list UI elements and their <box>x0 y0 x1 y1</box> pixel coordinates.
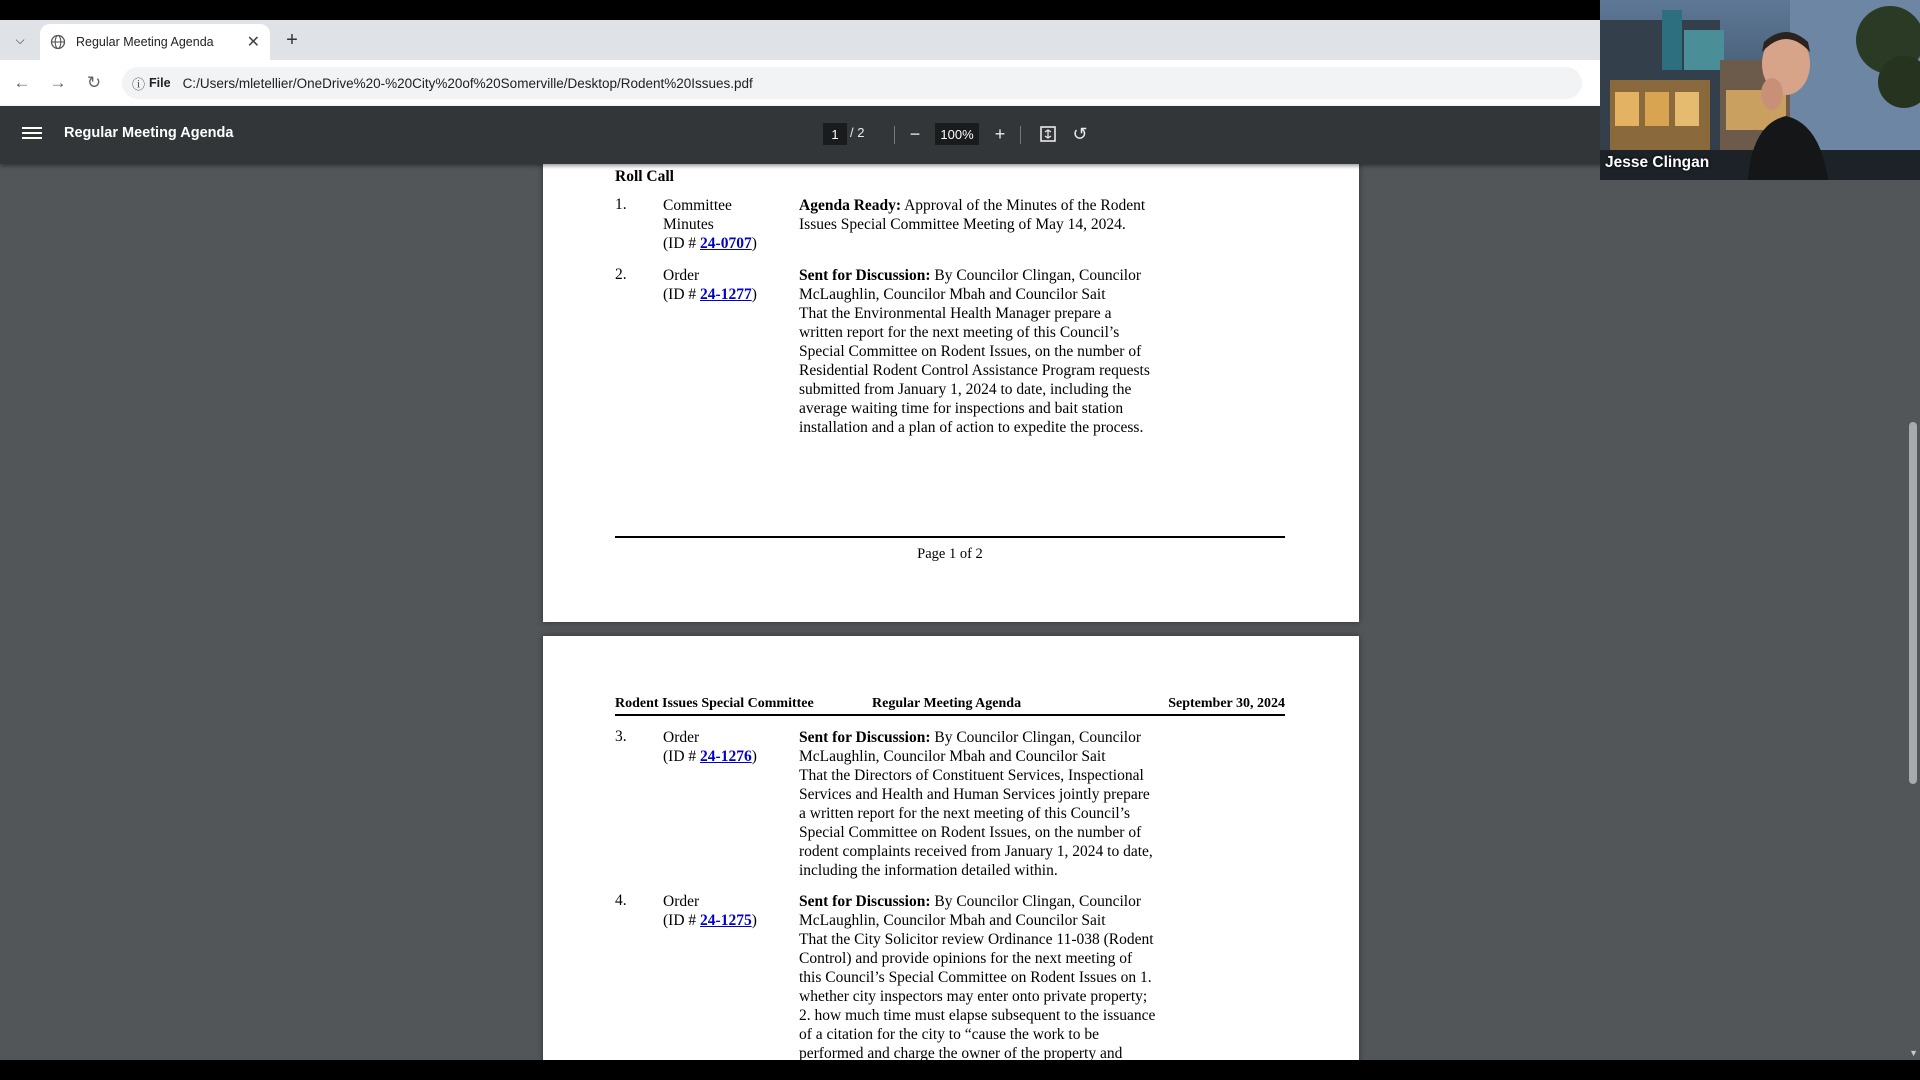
desc-line: Services and Health and Human Services jointly prepare <box>799 786 1150 803</box>
reload-button[interactable] <box>82 71 106 95</box>
header-committee: Rodent Issues Special Committee <box>615 696 814 711</box>
toolbar-divider <box>1020 126 1021 144</box>
desc-line: McLaughlin, Councilor Mbah and Councilor Sait <box>799 748 1106 765</box>
desc-line: McLaughlin, Councilor Mbah and Councilor Sait <box>799 912 1106 929</box>
item-description <box>799 728 1169 880</box>
site-info-chip[interactable]: File <box>149 76 171 90</box>
desc-line: this Council’s Special Committee on Rodent Issues on 1. <box>799 969 1152 986</box>
plus-icon: + <box>994 123 1006 144</box>
desc-line: By Councilor Clingan, Councilor <box>934 729 1142 746</box>
new-tab-button[interactable] <box>280 28 304 52</box>
item-status: Sent for Discussion: <box>799 729 931 746</box>
desc-line: average waiting time for inspections and bait station <box>799 400 1124 417</box>
desc-line: 2. how much time must elapse subsequent to the issuance <box>799 1007 1156 1024</box>
fit-page-icon <box>1039 125 1057 143</box>
arrow-left-icon: ← <box>13 73 31 92</box>
toolbar-divider <box>894 126 895 144</box>
scroll-down-arrow-icon[interactable]: ▼ <box>1909 1048 1918 1058</box>
desc-line: That the Directors of Constituent Services, Inspectional <box>799 767 1144 784</box>
desc-line: of a citation for the city to “cause the work to be <box>799 1026 1099 1043</box>
desc-line: That the City Solicitor review Ordinance 11-038 (Rodent <box>799 931 1154 948</box>
desc-line: Issues Special Committee Meeting of May 14, 2024. <box>799 216 1126 233</box>
item-id-link[interactable]: 24-0707 <box>700 235 752 252</box>
desc-line: By Councilor Clingan, Councilor <box>934 893 1142 910</box>
forward-button[interactable] <box>46 71 70 95</box>
item-id-link[interactable]: 24-1276 <box>700 748 752 765</box>
desc-line: Residential Rodent Control Assistance Program requests <box>799 362 1150 379</box>
item-type-line: Minutes <box>663 216 714 233</box>
pdf-page-1 <box>543 164 1359 622</box>
desc-line: written report for the next meeting of this Council’s <box>799 324 1120 341</box>
desc-line: Special Committee on Rodent Issues, on the number of <box>799 824 1142 841</box>
item-type <box>663 196 757 253</box>
item-type <box>663 728 757 766</box>
desc-line: submitted from January 1, 2024 to date, including the <box>799 381 1132 398</box>
item-number: 2. <box>615 266 627 283</box>
rotate-icon: ↺ <box>1072 123 1088 144</box>
desc-line: including the information detailed within. <box>799 862 1058 879</box>
desc-line: a written report for the next meeting of this Council’s <box>799 805 1131 822</box>
item-status: Agenda Ready: <box>799 197 902 214</box>
participant-video-tile[interactable] <box>1600 0 1920 180</box>
zoom-out-button[interactable] <box>903 122 927 146</box>
browser-tab-strip <box>0 20 1600 60</box>
pdf-document-title: Regular Meeting Agenda <box>64 125 234 141</box>
info-icon[interactable]: ⓘ <box>132 76 146 92</box>
item-number: 4. <box>615 892 627 909</box>
page-number-input[interactable]: 1 <box>823 123 847 145</box>
desc-line: installation and a plan of action to expedite the process. <box>799 419 1144 436</box>
browser-address-bar <box>0 60 1600 106</box>
desc-line: Control) and provide opinions for the next meeting of <box>799 950 1133 967</box>
desc-line: McLaughlin, Councilor Mbah and Councilor Sait <box>799 286 1106 303</box>
item-id-link[interactable]: 24-1275 <box>700 912 752 929</box>
item-id: (ID # 24-0707) <box>663 235 757 252</box>
fit-to-page-button[interactable] <box>1036 122 1060 146</box>
tab-title: Regular Meeting Agenda <box>76 35 214 49</box>
item-status: Sent for Discussion: <box>799 893 931 910</box>
header-date: September 30, 2024 <box>1168 696 1285 711</box>
item-type-line: Order <box>663 729 700 746</box>
item-type-line: Order <box>663 893 700 910</box>
page-total: / 2 <box>850 125 865 140</box>
item-description <box>799 196 1169 234</box>
zoom-in-button[interactable] <box>988 122 1012 146</box>
url-text: C:/Users/mletellier/OneDrive%20-%20City%20of%20Somerville/Desktop/Rodent%20Issues.pdf <box>182 75 753 91</box>
page-header <box>615 696 1285 716</box>
tab-close-icon[interactable]: ✕ <box>246 34 260 51</box>
zoom-level-input[interactable]: 100% <box>935 123 979 145</box>
desc-line: That the Environmental Health Manager prepare a <box>799 305 1112 322</box>
menu-icon[interactable] <box>22 124 42 144</box>
header-agenda-title: Regular Meeting Agenda <box>872 696 1022 711</box>
plus-icon: + <box>286 28 298 51</box>
tab-search-button[interactable] <box>8 28 32 52</box>
item-type <box>663 266 757 304</box>
item-description <box>799 892 1169 1060</box>
participant-name: Jesse Clingan <box>1605 154 1710 171</box>
desc-line: Approval of the Minutes of the Rodent <box>904 197 1146 214</box>
video-feed-image <box>1600 0 1920 180</box>
item-number: 3. <box>615 728 627 745</box>
item-id: (ID # 24-1275) <box>663 912 757 929</box>
footer-rule <box>615 536 1285 538</box>
desc-line: By Councilor Clingan, Councilor <box>934 267 1142 284</box>
roll-call-heading: Roll Call <box>615 168 674 185</box>
desc-line: rodent complaints received from January 1, 2024 to date, <box>799 843 1153 860</box>
item-description <box>799 266 1169 437</box>
chevron-down-icon: ⌵ <box>15 32 25 47</box>
url-input[interactable] <box>122 67 1582 99</box>
page-footer: Page 1 of 2 <box>917 546 983 562</box>
pdf-page-2 <box>543 636 1359 1060</box>
scrollbar-thumb[interactable] <box>1909 422 1917 784</box>
globe-icon <box>50 34 66 50</box>
reload-icon: ↻ <box>86 73 102 92</box>
item-status: Sent for Discussion: <box>799 267 931 284</box>
item-type-line: Order <box>663 267 700 284</box>
back-button[interactable] <box>10 71 34 95</box>
arrow-right-icon: → <box>49 73 67 92</box>
item-number: 1. <box>615 196 627 213</box>
item-id: (ID # 24-1277) <box>663 286 757 303</box>
item-type <box>663 892 757 930</box>
desc-line: Special Committee on Rodent Issues, on the number of <box>799 343 1142 360</box>
minus-icon: − <box>909 123 921 144</box>
screen-bottom-bar <box>0 1060 1920 1080</box>
item-id-link[interactable]: 24-1277 <box>700 286 752 303</box>
rotate-button[interactable] <box>1068 122 1092 146</box>
item-id: (ID # 24-1276) <box>663 748 757 765</box>
browser-tab-active[interactable] <box>40 24 270 60</box>
pdf-viewer[interactable] <box>0 164 1920 1060</box>
item-type-line: Committee <box>663 197 732 214</box>
desc-line: performed and charge the owner of the property and <box>799 1045 1123 1060</box>
desc-line: whether city inspectors may enter onto private property; <box>799 988 1148 1005</box>
viewer-scrollbar[interactable] <box>1906 164 1920 1060</box>
